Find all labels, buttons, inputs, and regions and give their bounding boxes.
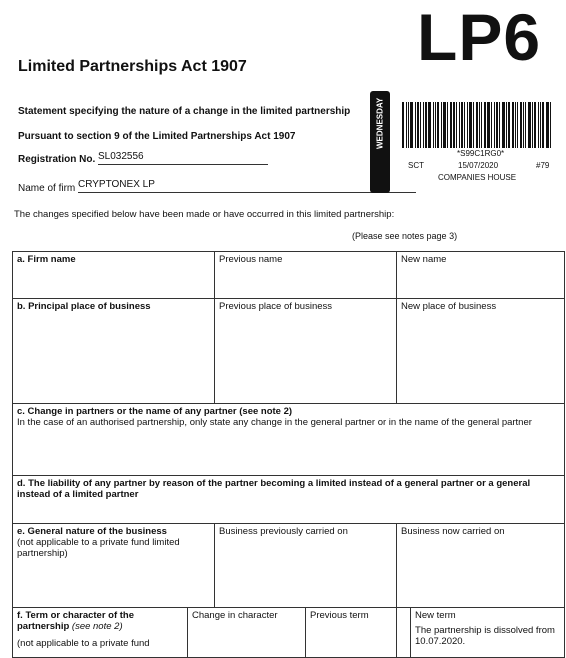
notes-reference: (Please see notes page 3) [352, 231, 458, 241]
row-term-character [13, 608, 565, 658]
stamp-number: #79 [536, 161, 550, 170]
section-d[interactable]: d. The liability of any partner by reason of the partner becoming a limited instead of a general partner or a general instead of a limited partner [13, 476, 565, 524]
firm-label: Name of firm [18, 183, 76, 194]
section-a-previous[interactable]: Previous name [215, 252, 397, 299]
changes-table [12, 251, 565, 658]
firm-field [78, 179, 416, 193]
registration-label: Registration No. [18, 154, 96, 165]
stamp-day: WEDNESDAY [375, 97, 385, 149]
section-e-label: e. General nature of the business (not applicable to a private fund limited partnership) [13, 524, 215, 608]
section-a-new[interactable]: New name [397, 252, 565, 299]
row-business-nature [13, 524, 565, 608]
section-b-new[interactable]: New place of business [397, 299, 565, 404]
registration-value: SL032556 [98, 151, 144, 162]
section-b-previous[interactable]: Previous place of business [215, 299, 397, 404]
section-f-new[interactable]: New term The partnership is dissolved from 10.07.2020. [411, 608, 565, 658]
section-f-label: f. Term or character of the partnership (see note 2) (not applicable to a private fund [13, 608, 188, 658]
stamp-code: *S99C1RG0* [457, 149, 505, 158]
stamp-office: SCT [408, 161, 424, 170]
section-f-previous[interactable]: Previous term [306, 608, 397, 658]
barcode-icon [402, 102, 554, 148]
pursuant-heading: Pursuant to section 9 of the Limited Partnerships Act 1907 [18, 131, 296, 142]
section-a-label: a. Firm name [13, 252, 215, 299]
row-liability [13, 476, 565, 524]
section-f-character[interactable]: Change in character [188, 608, 306, 658]
section-f-spacer [397, 608, 411, 658]
row-firm-name [13, 252, 565, 299]
stamp-house: COMPANIES HOUSE [438, 173, 517, 182]
section-e-previous[interactable]: Business previously carried on [215, 524, 397, 608]
act-title: Limited Partnerships Act 1907 [18, 58, 247, 75]
section-b-label: b. Principal place of business [13, 299, 215, 404]
section-e-new[interactable]: Business now carried on [397, 524, 565, 608]
form-code: LP6 [417, 0, 542, 74]
stamp-day-bar [370, 91, 390, 193]
row-partners-change [13, 404, 565, 476]
statement-heading: Statement specifying the nature of a change in the limited partnership [18, 106, 351, 117]
row-principal-place [13, 299, 565, 404]
firm-value: CRYPTONEX LP [78, 179, 155, 190]
registration-field [98, 151, 268, 165]
stamp-date: 15/07/2020 [458, 161, 499, 170]
section-c[interactable]: c. Change in partners or the name of any partner (see note 2) In the case of an authorised partnership, only state any change in the general partner or in the name of the general partner [13, 404, 565, 476]
intro-text: The changes specified below have been made or have occurred in this limited partnership: [14, 209, 395, 220]
